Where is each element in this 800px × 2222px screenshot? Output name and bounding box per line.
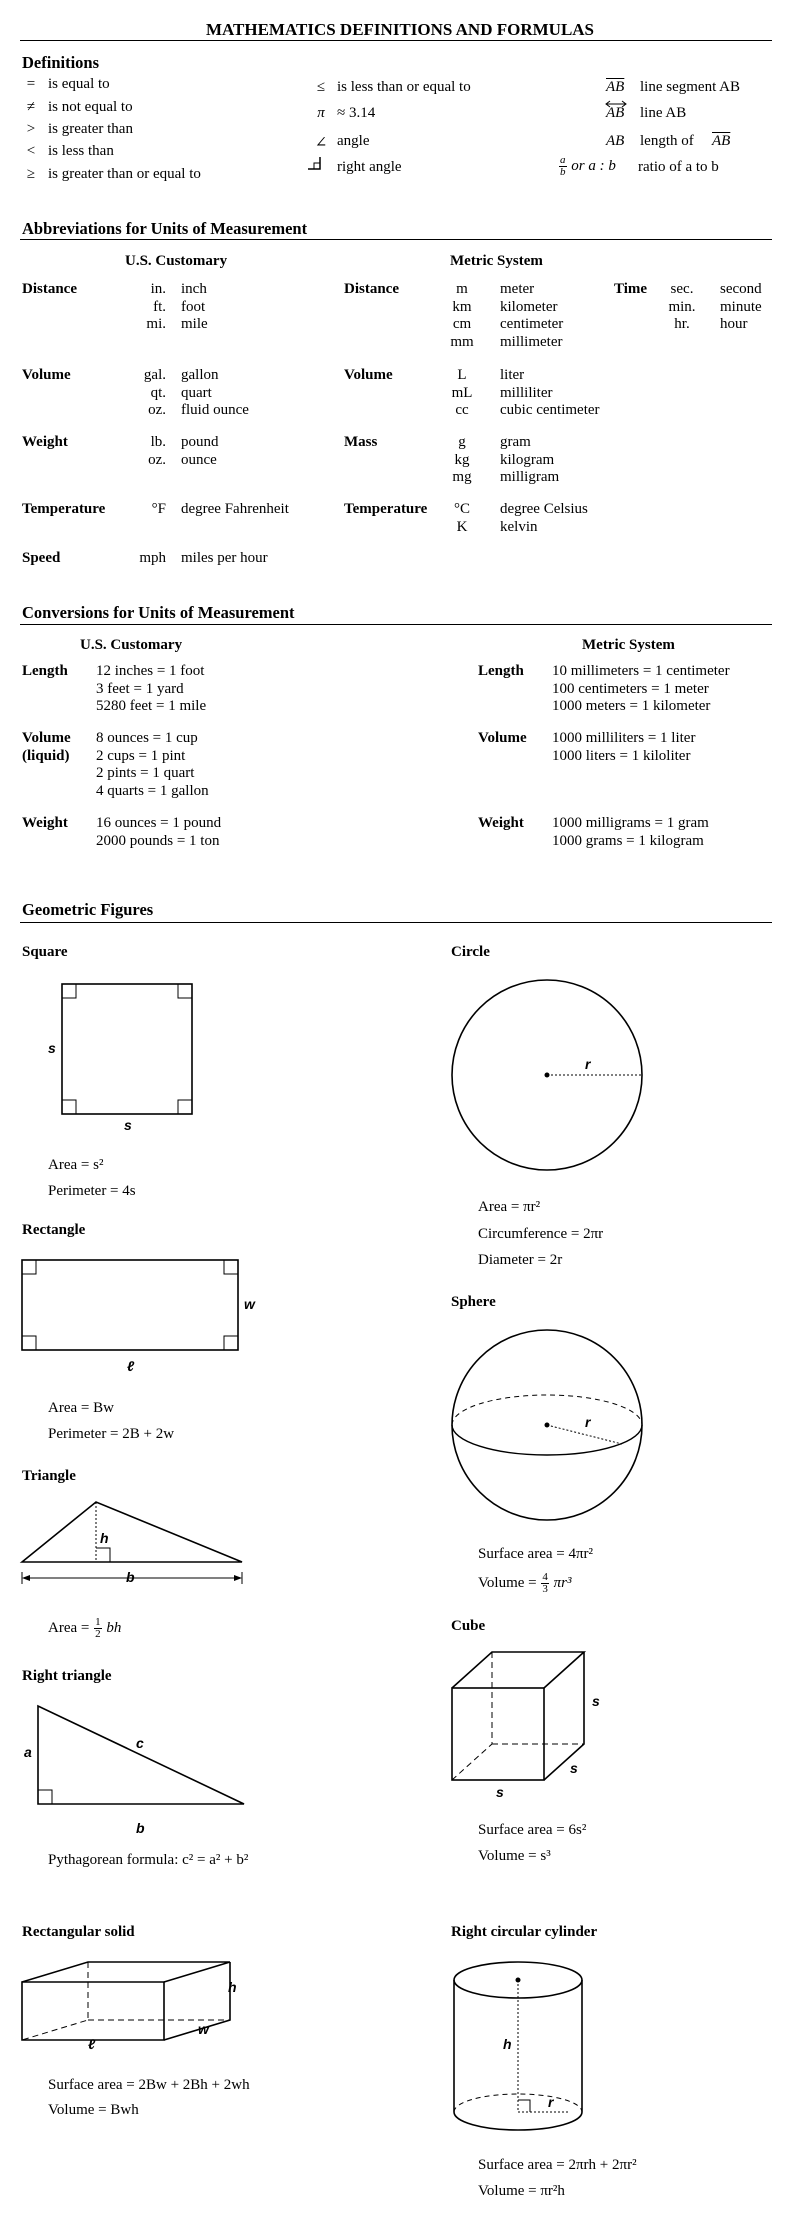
cylinder-figure [452,1960,588,2136]
abbr-symbols: g kg mg [452,434,472,485]
abbr-category: Volume [22,367,71,383]
greater-symbol: > [26,121,36,137]
length-segment-symbol: $\overline{AB}$ [712,133,731,149]
abbr-symbols: lb. oz. [148,434,166,468]
cube-side-label: s [570,1760,578,1776]
ratio-numerator: a [560,154,566,166]
triangle-base-label: b [126,1569,135,1585]
ratio-symbol [558,155,616,178]
conv-lines: 10 millimeters = 1 centimeter 100 centimeters = 1 meter 1000 meters = 1 kilometer [552,663,730,714]
abbr-symbols: in. ft. mi. [146,281,166,332]
definition-text: right angle [337,159,402,175]
cylinder-surface: Surface area = 2πrh + 2πr² [478,2157,637,2173]
cylinder-title: Right circular cylinder [451,1924,598,1940]
abbr-units: meter kilometer centimeter millimeter [500,281,564,350]
square-title: Square [22,944,68,960]
cube-title: Cube [451,1618,486,1634]
metric-system-heading: Metric System [450,253,543,269]
title-divider [20,40,772,41]
greater-equal-symbol: ≥ [26,166,36,182]
square-side-label: s [48,1040,56,1056]
definition-text: length of [640,133,694,149]
abbr-symbols: °C K [453,501,470,535]
definition-text: angle [337,133,370,149]
sphere-title: Sphere [451,1294,496,1310]
sphere-radius-label: r [585,1414,591,1430]
square-area: Area = s² [48,1157,104,1173]
abbr-category: Speed [22,550,61,566]
rectangle-perimeter: Perimeter = 2B + 2w [48,1426,175,1442]
cube-volume: Volume = s³ [478,1848,551,1864]
conversions-metric-heading: Metric System [582,637,675,653]
conv-category: Volume [478,730,527,746]
geometry-heading: Geometric Figures [22,900,154,919]
rect-solid-volume: Volume = Bwh [48,2102,139,2118]
conv-category: Weight [478,815,524,831]
cube-surface: Surface area = 6s² [478,1822,587,1838]
square-side-label: s [124,1117,132,1133]
definition-text: ratio of a to b [638,159,719,175]
conv-lines: 8 ounces = 1 cup 2 cups = 1 pint 2 pints = 1 quart 4 quarts = 1 gallon [96,730,209,799]
definition-text: is greater than or equal to [48,166,201,182]
angle-symbol: ∠ [314,135,328,151]
cylinder-volume: Volume = πr²h [478,2183,565,2199]
sphere-volume-prefix: Volume = [478,1574,537,1591]
fraction-numerator: 4 [542,1571,548,1583]
definitions-heading: Definitions [22,53,100,72]
conv-category: Volume (liquid) [22,730,71,764]
cylinder-radius-label: r [548,2094,554,2110]
square-figure [60,982,196,1118]
conv-lines: 1000 milligrams = 1 gram 1000 grams = 1 kilogram [552,815,709,849]
rectangle-area: Area = Bw [48,1400,114,1416]
us-customary-heading: U.S. Customary [125,253,228,269]
triangle-area-prefix: Area = [48,1619,90,1636]
abbr-units: miles per hour [181,550,268,566]
definition-text: is less than [48,143,114,159]
sphere-volume-suffix: πr³ [553,1574,572,1591]
conv-category: Length [22,663,68,679]
rectangle-figure [20,1258,242,1354]
abbreviations-divider [20,239,772,240]
segment-symbol: $\overline{AB}$ [606,79,625,95]
triangle-area-fraction [94,1617,102,1640]
square-perimeter: Perimeter = 4s [48,1183,136,1199]
abbr-category: Time [614,281,648,297]
triangle-title: Triangle [22,1468,76,1484]
definition-text: is not equal to [48,99,133,115]
page-title: MATHEMATICS DEFINITIONS AND FORMULAS [205,20,595,39]
abbr-units: gallon quart fluid ounce [181,367,249,418]
abbr-symbols: sec. min. hr. [668,281,696,332]
circle-circumference: Circumference = 2πr [478,1226,604,1242]
rect-solid-height-label: h [228,1979,237,1995]
rectangle-title: Rectangle [22,1222,86,1238]
abbr-category: Temperature [344,501,428,517]
less-equal-symbol: ≤ [316,79,326,95]
ratio-denominator: b [560,166,566,178]
definition-text: is greater than [48,121,133,137]
definition-text: ≈ 3.14 [337,105,376,121]
conv-lines: 16 ounces = 1 pound 2000 pounds = 1 ton [96,815,222,849]
pythagorean-formula: Pythagorean formula: c² = a² + b² [48,1852,249,1868]
pi-symbol: π [317,105,325,121]
abbr-category: Volume [344,367,393,383]
circle-diameter: Diameter = 2r [478,1252,563,1268]
sphere-figure [450,1328,644,1522]
less-symbol: < [26,143,36,159]
abbr-symbols: gal. qt. oz. [143,367,166,418]
fraction-denominator: 2 [95,1628,101,1640]
right-triangle-title: Right triangle [22,1668,112,1684]
right-angle-icon [306,157,328,177]
cube-side-label: s [496,1784,504,1800]
sphere-volume-fraction [541,1572,549,1595]
abbr-symbols: °F [151,501,166,517]
triangle-area [48,1617,121,1640]
right-triangle-c-label: c [136,1735,144,1751]
abbr-units: liter milliliter cubic centimeter [500,367,600,418]
conversions-divider [20,624,772,625]
definition-text: line AB [640,105,687,121]
circle-radius-label: r [585,1056,591,1072]
conversions-us-heading: U.S. Customary [80,637,183,653]
conv-lines: 12 inches = 1 foot 3 feet = 1 yard 5280 feet = 1 mile [96,663,207,714]
fraction-denominator: 3 [542,1583,548,1595]
rect-solid-title: Rectangular solid [22,1924,135,1940]
abbr-units: degree Fahrenheit [181,501,289,517]
right-triangle-b-label: b [136,1820,145,1836]
ratio-alt: or a : b [571,157,616,174]
right-triangle-figure [36,1704,248,1808]
conv-category: Weight [22,815,68,831]
circle-figure [450,978,644,1172]
triangle-area-suffix: bh [106,1619,122,1636]
abbreviations-heading: Abbreviations for Units of Measurement [22,219,308,238]
abbr-units: inch foot mile [181,281,208,332]
circle-area: Area = πr² [478,1199,541,1215]
rectangle-width-label: w [244,1296,255,1312]
rect-solid-length-label: ℓ [88,2036,96,2052]
not-equal-symbol: ≠ [26,99,36,115]
geometry-divider [20,922,772,923]
triangle-height-label: h [100,1530,109,1546]
cube-side-label: s [592,1693,600,1709]
abbr-units: gram kilogram milligram [500,434,560,485]
abbr-units: second minute hour [720,281,762,332]
abbr-units: pound ounce [181,434,219,468]
conv-lines: 1000 milliliters = 1 liter 1000 liters = 1 kiloliter [552,730,696,764]
rect-solid-surface: Surface area = 2Bw + 2Bh + 2wh [48,2077,250,2093]
definition-text: is equal to [48,76,110,92]
abbr-category: Distance [22,281,77,297]
conv-category: Length [478,663,524,679]
abbr-category: Mass [344,434,378,450]
sphere-volume [478,1572,571,1595]
abbr-symbols: m km cm mm [450,281,474,350]
fraction-numerator: 1 [95,1616,101,1628]
abbr-category: Distance [344,281,399,297]
abbr-category: Temperature [22,501,106,517]
line-symbol: AB [606,105,625,121]
rectangle-length-label: ℓ [127,1358,135,1374]
abbr-category: Weight [22,434,68,450]
abbr-symbols: L mL cc [451,367,473,418]
circle-title: Circle [451,944,490,960]
cylinder-height-label: h [503,2036,512,2052]
definition-text: is less than or equal to [337,79,471,95]
definition-text: line segment AB [640,79,740,95]
right-triangle-a-label: a [24,1744,32,1760]
rect-solid-width-label: w [198,2021,209,2037]
ratio-fraction [559,155,567,178]
equal-symbol: = [26,76,36,92]
conversions-heading: Conversions for Units of Measurement [22,603,295,622]
length-symbol: AB [606,133,625,149]
sphere-surface: Surface area = 4πr² [478,1546,594,1562]
abbr-symbols: mph [139,550,166,566]
abbr-units: degree Celsius kelvin [500,501,588,535]
